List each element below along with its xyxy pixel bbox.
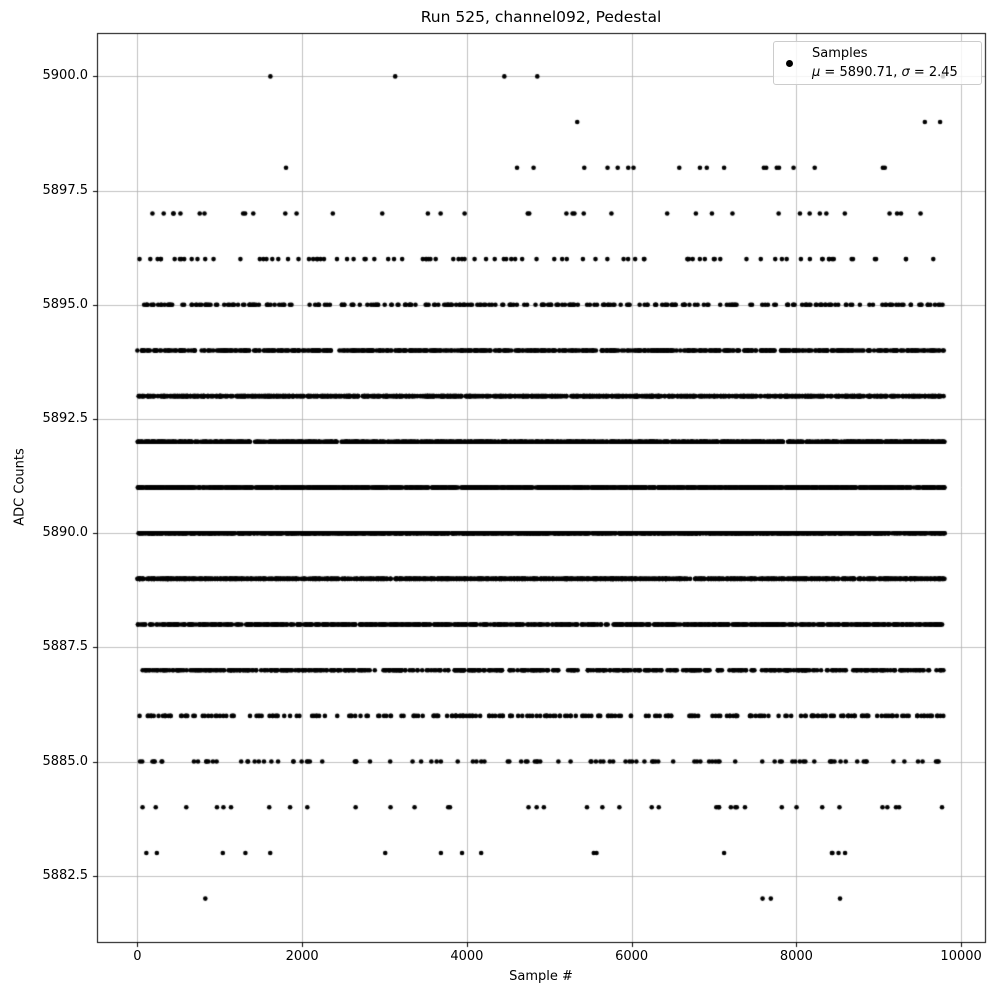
legend-label-samples: Samples bbox=[812, 46, 868, 61]
legend-marker-icon bbox=[786, 60, 793, 67]
y-tick-label: 5887.5 bbox=[42, 639, 88, 655]
y-tick-label: 5895.0 bbox=[42, 296, 88, 312]
y-axis-label: ADC Counts bbox=[12, 448, 28, 526]
y-tick-label: 5900.0 bbox=[42, 68, 88, 84]
legend bbox=[773, 41, 982, 85]
x-axis-label: Sample # bbox=[509, 969, 573, 984]
legend-text bbox=[812, 44, 958, 82]
y-tick-label: 5885.0 bbox=[42, 753, 88, 769]
x-tick-label: 0 bbox=[133, 949, 142, 964]
y-tick-label: 5897.5 bbox=[42, 182, 88, 198]
x-tick-label: 8000 bbox=[779, 949, 813, 964]
chart-title: Run 525, channel092, Pedestal bbox=[420, 8, 662, 26]
x-tick-label: 6000 bbox=[615, 949, 649, 964]
x-tick-label: 2000 bbox=[285, 949, 319, 964]
y-tick-label: 5892.5 bbox=[42, 410, 88, 426]
legend-label-stats: μ = 5890.71, σ = 2.45 bbox=[812, 65, 958, 80]
y-tick-label: 5882.5 bbox=[42, 867, 88, 883]
x-tick-label: 10000 bbox=[940, 949, 982, 964]
x-tick-label: 4000 bbox=[450, 949, 484, 964]
y-tick-label: 5890.0 bbox=[42, 525, 88, 541]
